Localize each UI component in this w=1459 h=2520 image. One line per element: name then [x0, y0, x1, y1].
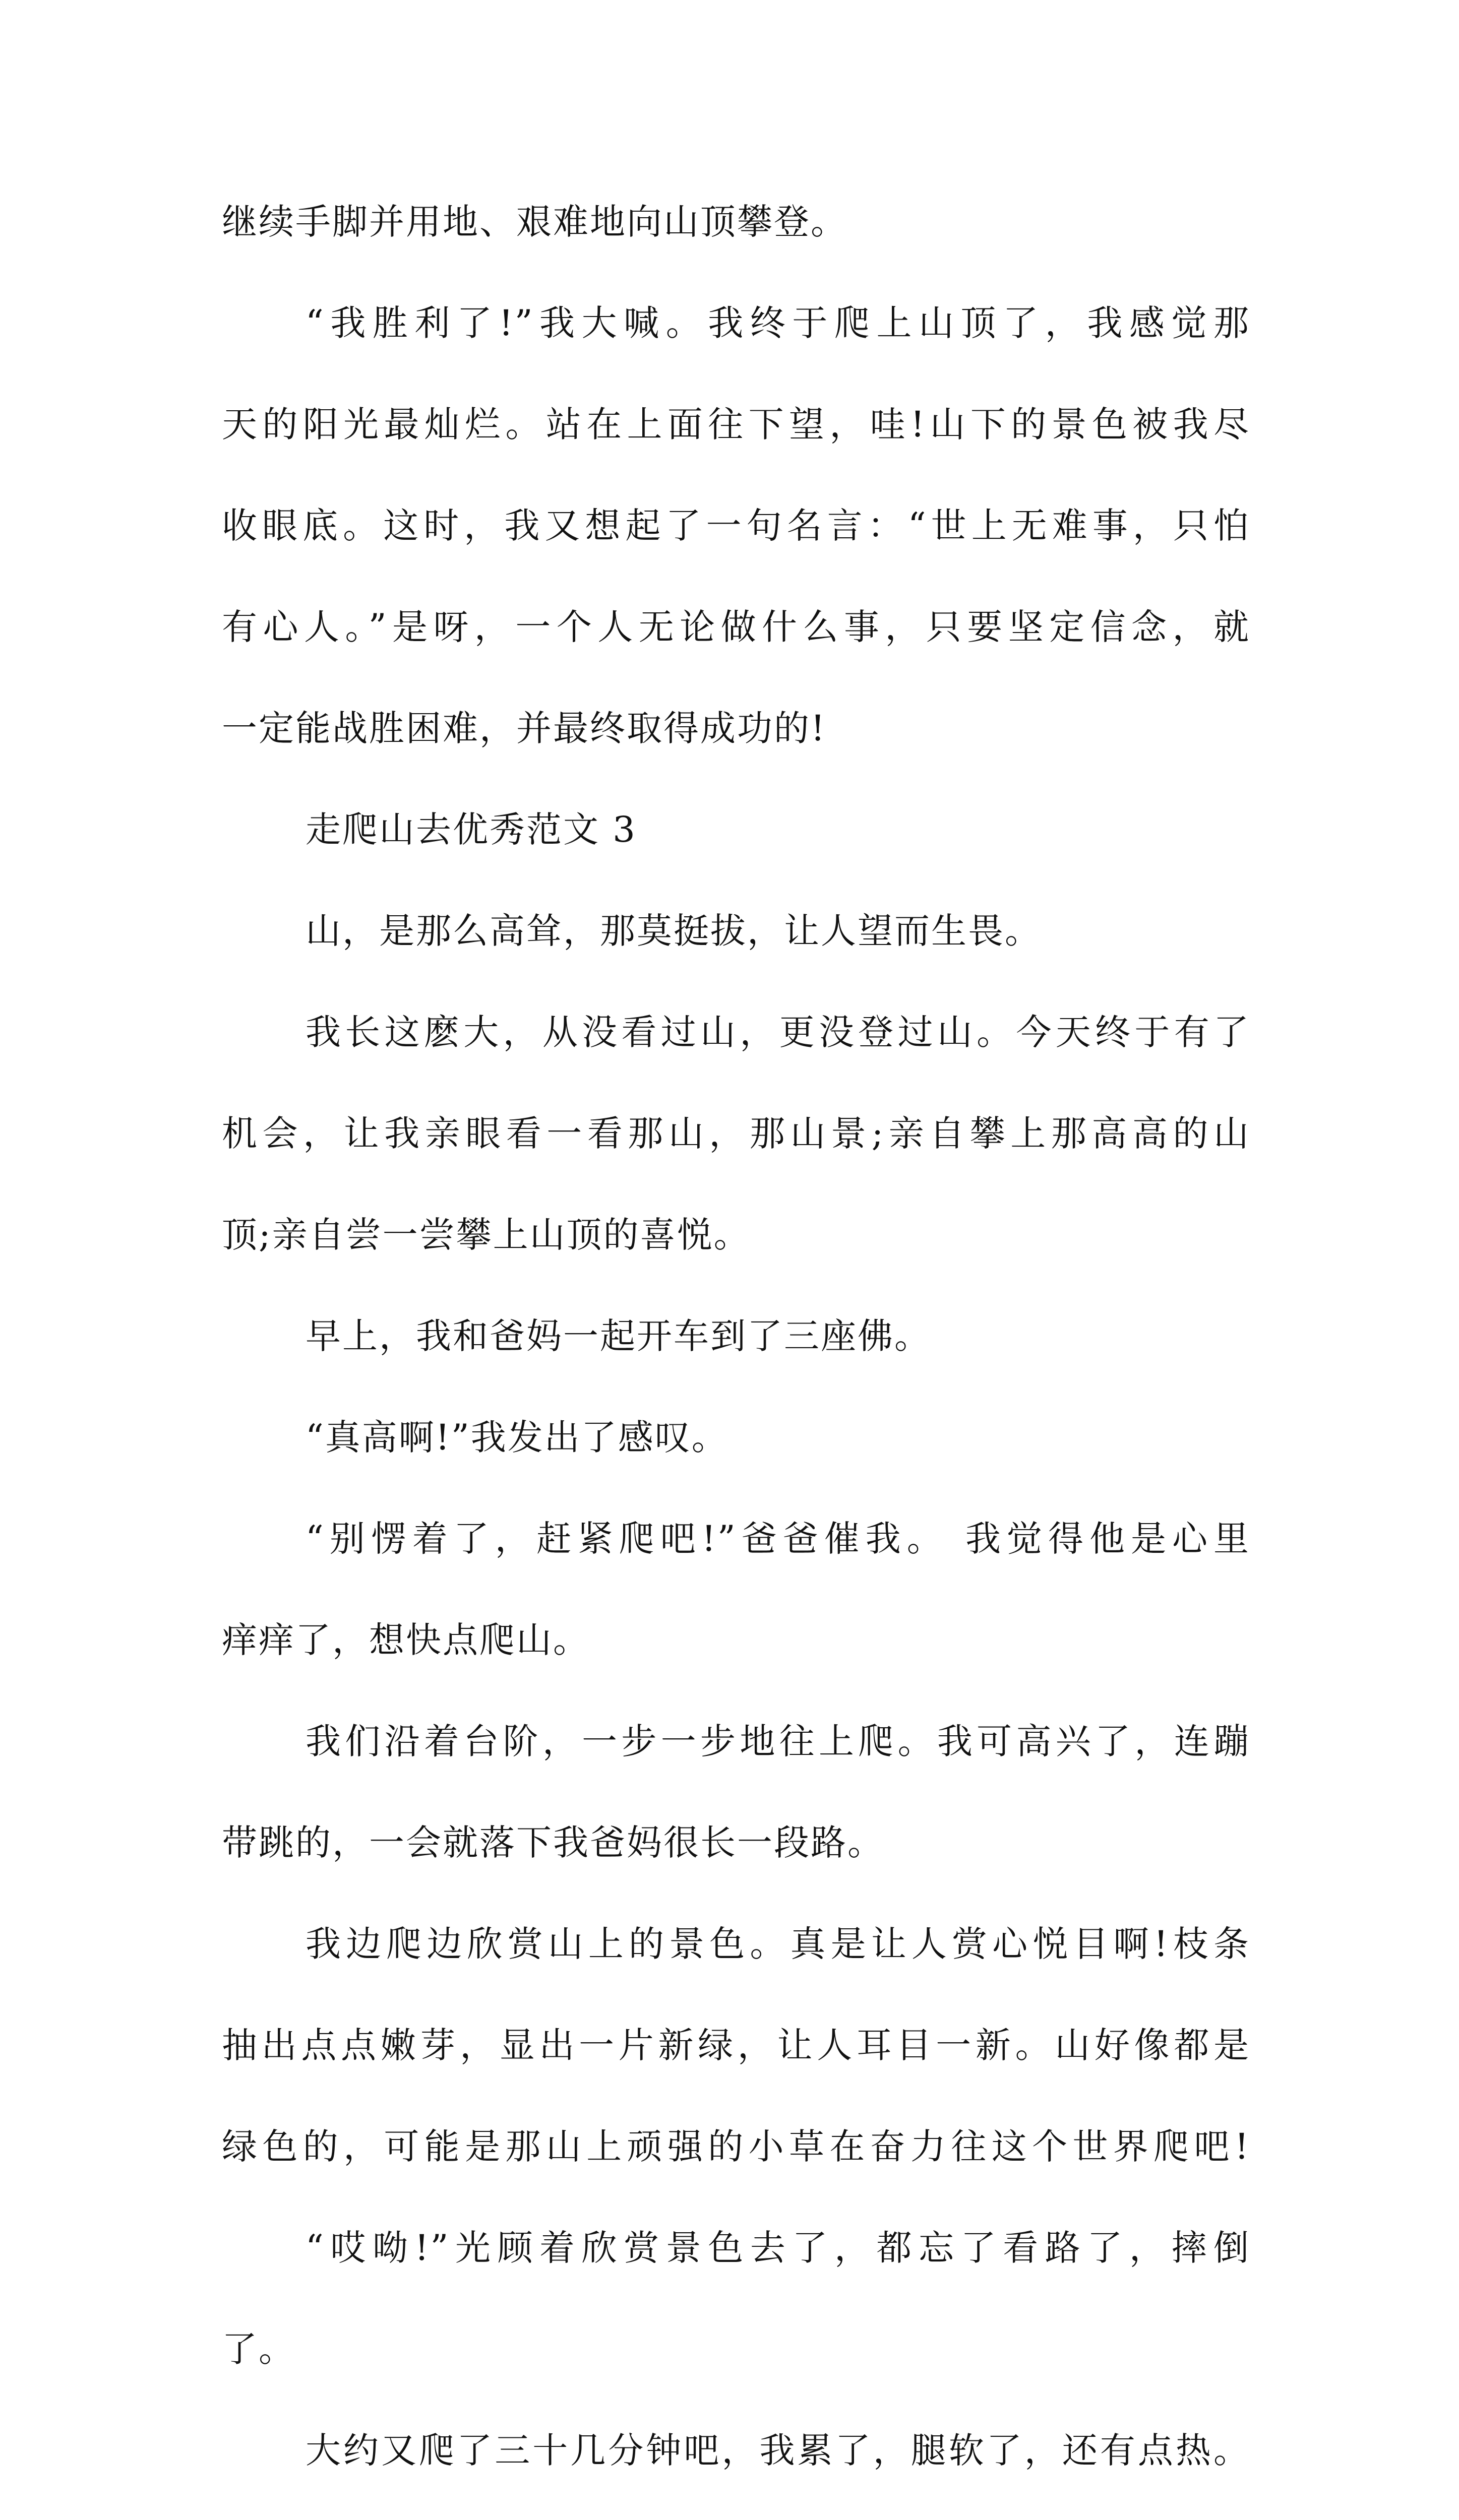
- text-line: 山，是那么高耸，那莫挺拔，让人望而生畏。: [306, 910, 1042, 952]
- document-body: [222, 171, 1250, 2520]
- text-line: 痒痒了，想快点爬山。: [222, 1619, 590, 1661]
- text-line: 带跳的，一会就落下我爸妈很长一段路。: [222, 1822, 884, 1863]
- text-line: 绿色的，可能是那山上顽强的小草在奋力往这个世界爬吧!: [222, 2126, 1250, 2167]
- text-line: 收眼底。这时，我又想起了一句名言：“世上无难事，只怕: [222, 505, 1250, 546]
- text-line: 继续手脚并用地、艰难地向山顶攀登。: [222, 201, 847, 242]
- text-line: 一定能战胜困难，并最终取得成功的!: [222, 708, 827, 749]
- text-line: 天的阳光最灿烂。站在上面往下望，哇!山下的景色被我尽: [222, 404, 1250, 445]
- text-line: 我长这麽大，从没看过山，更没登过山。今天终于有了: [306, 1012, 1250, 1053]
- text-line: 抽出点点嫩芽，显出一片新绿，让人耳目一新。山好像都是: [222, 2025, 1250, 2066]
- text-line: 有心人。”是呀，一个人无论做什么事，只要坚定信念，就: [222, 606, 1250, 648]
- text-line: 了。: [222, 2328, 295, 2370]
- text-line: 机会，让我亲眼看一看那山，那山景;亲自攀上那高高的山: [222, 1113, 1250, 1154]
- text-line: “别愣着了，赶紧爬吧!”爸爸催我。 我觉得他是心里: [306, 1518, 1250, 1559]
- text-line: “我胜利了!”我大喊。我终于爬上山顶了，我感觉那: [306, 302, 1250, 344]
- text-line: “哎呦!”光顾着欣赏景色去了，都忘了看路了，摔倒: [306, 2227, 1250, 2269]
- text-line: 我们沿着台阶，一步一步地往上爬。我可高兴了，连蹦: [306, 1721, 1250, 1762]
- text-line: 我边爬边欣赏山上的景色。真是让人赏心悦目啊!枝条: [306, 1923, 1250, 1965]
- text-line: [222, 2501, 1250, 2520]
- text-line: “真高啊!”我发出了感叹。: [306, 1417, 728, 1458]
- text-line: 大约又爬了三十几分钟吧，我累了，腿软了，还有点热。: [306, 2430, 1250, 2471]
- text-line: 顶;亲自尝一尝攀上山顶的喜悦。: [222, 1214, 751, 1255]
- text-line: 早上，我和爸妈一起开车到了三座佛。: [306, 1315, 931, 1357]
- text-line: 走爬山去优秀范文 3: [306, 809, 637, 850]
